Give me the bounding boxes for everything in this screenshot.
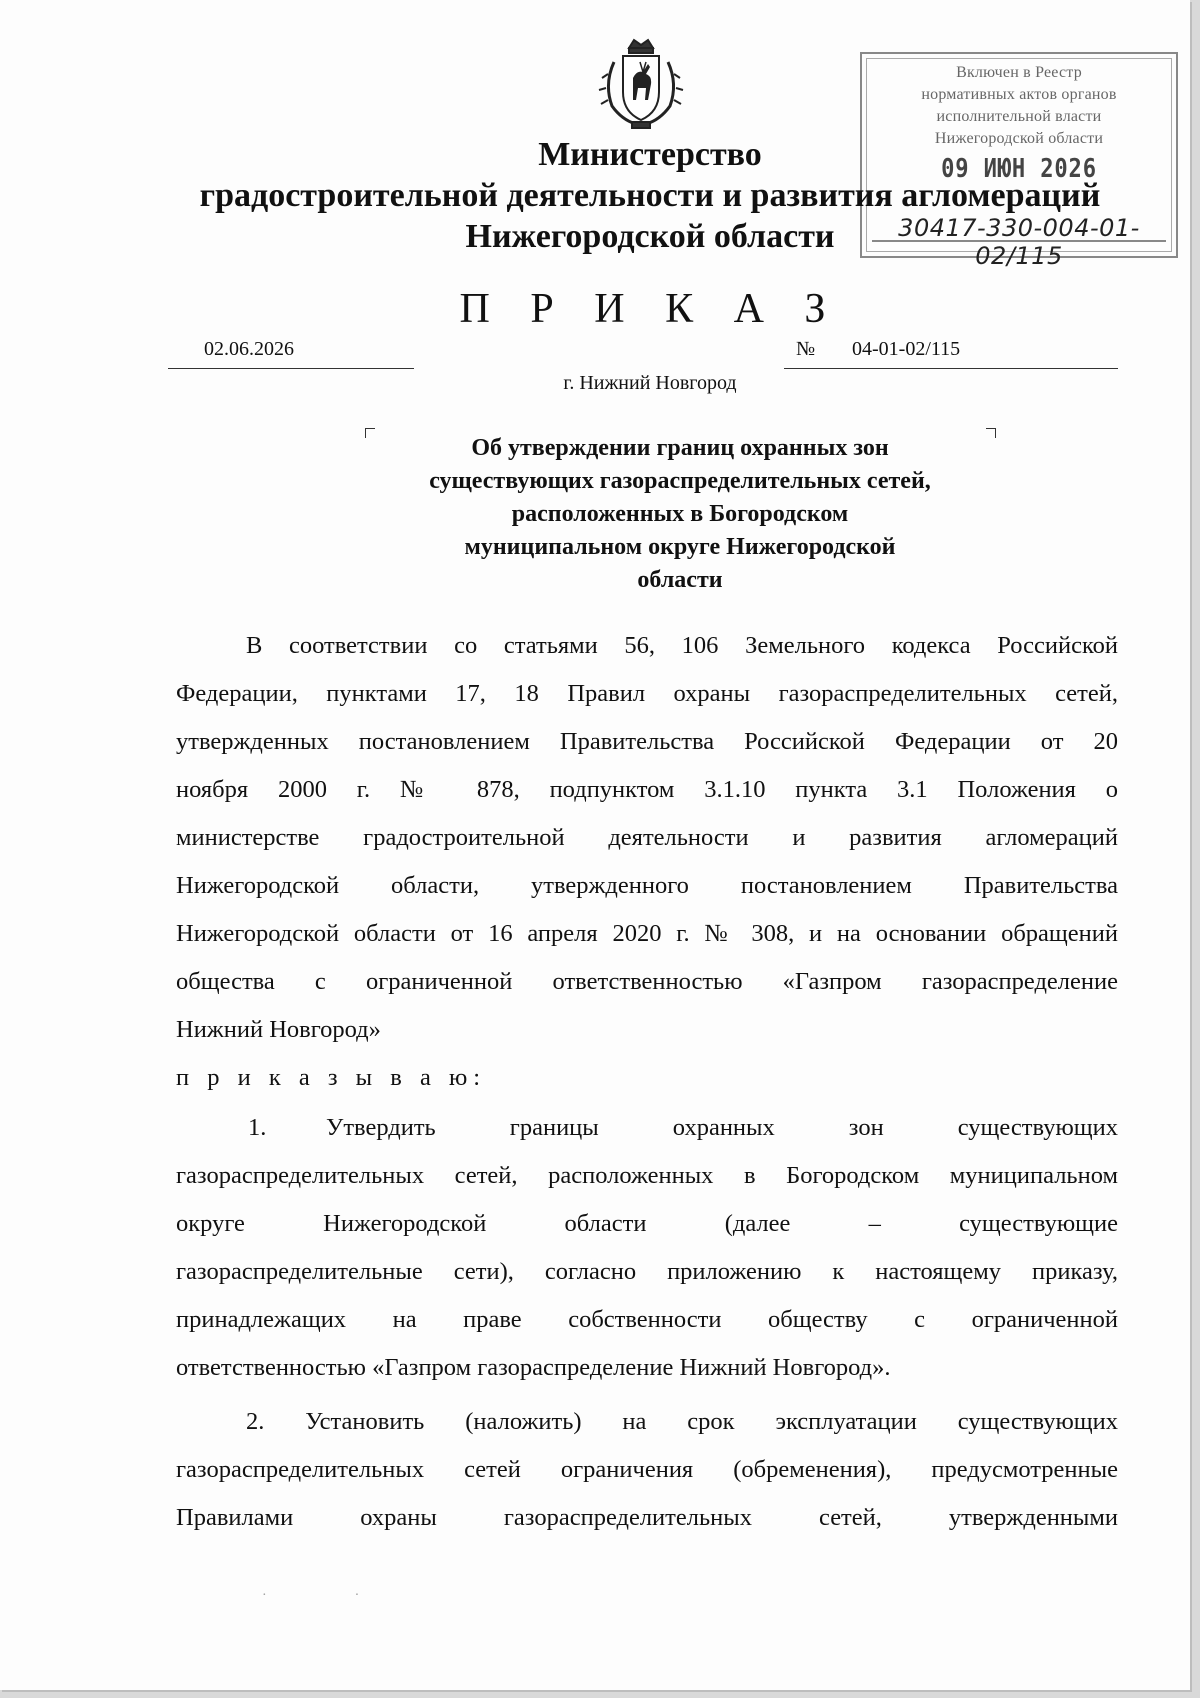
item-1-line: ответственностью «Газпром газораспределение Нижний Новгород». <box>176 1354 891 1381</box>
order-number: 04-01-02/115 <box>852 338 961 360</box>
city: г. Нижний Новгород <box>563 372 737 394</box>
item-2-line: Правилами охраны газораспределительных сетей, утвержденными <box>176 1504 1118 1531</box>
item-1-line: округе Нижегородской области (далее – существующие <box>176 1210 1118 1237</box>
ministry-line: градостроительной деятельности и развития агломераций <box>199 177 1101 214</box>
stamp-line: Нижегородской области <box>934 130 1104 147</box>
order-date-field <box>168 336 414 369</box>
stamp-registration-number: 30417-330-004-01-02/115 <box>898 214 1140 270</box>
ministry-line: Министерство <box>538 136 762 173</box>
subject-line: муниципальном округе Нижегородской <box>464 534 896 560</box>
preamble-line: Нижний Новгород» <box>176 1016 381 1043</box>
preamble-line: В соответствии со статьями 56, 106 Земельного кодекса Российской <box>246 632 1118 659</box>
order-subject <box>365 432 995 597</box>
item-1-line: газораспределительных сетей, расположенных в Богородском муниципальном <box>176 1162 1118 1189</box>
stamp-line: исполнительной власти <box>936 108 1102 125</box>
order-number-field <box>784 336 1118 369</box>
coat-of-arms-emblem <box>596 34 686 132</box>
preamble-line: ноября 2000 г. № 878, подпунктом 3.1.10 пункта 3.1 Положения о <box>176 776 1118 803</box>
subject-line: области <box>637 567 723 593</box>
preamble-line: общества с ограниченной ответственностью «Газпром газораспределение <box>176 968 1118 995</box>
stamp-line: нормативных актов органов <box>921 86 1117 103</box>
ministry-title <box>150 134 1150 257</box>
subject-line: Об утверждении границ охранных зон <box>471 435 889 461</box>
document-type: П Р И К А З <box>459 286 841 332</box>
preamble-line: министерстве градостроительной деятельности и развития агломераций <box>176 824 1118 851</box>
item-1-number: 1. <box>248 1114 267 1141</box>
order-directive: п р и к а з ы в а ю: <box>176 1064 487 1091</box>
item-2-first-line: 2. Установить (наложить) на срок эксплуатации существующих <box>246 1408 1118 1435</box>
order-date: 02.06.2026 <box>204 338 294 360</box>
item-2-line: газораспределительных сетей ограничения (обременения), предусмотренные <box>176 1456 1118 1483</box>
preamble-line: утвержденных постановлением Правительства Российской Федерации от 20 <box>176 728 1118 755</box>
item-1-text: Утвердить границы охранных зон существующих <box>326 1114 1118 1141</box>
number-sign: № <box>796 338 816 360</box>
stamp-date: 09 ИЮН 2026 <box>941 154 1097 184</box>
preamble-line: Федерации, пунктами 17, 18 Правил охраны газораспределительных сетей, <box>176 680 1118 707</box>
subject-line: расположенных в Богородском <box>511 501 849 527</box>
ministry-line: Нижегородской области <box>465 218 835 255</box>
preamble-line: Нижегородской области, утвержденного постановлением Правительства <box>176 872 1118 899</box>
item-1-line: принадлежащих на праве собственности обществу с ограниченной <box>176 1306 1118 1333</box>
stamp-line: Включен в Реестр <box>956 64 1082 81</box>
preamble-line: Нижегородской области от 16 апреля 2020 г. № 308, и на основании обращений <box>176 920 1118 947</box>
scan-specks: ·· <box>262 1588 448 1603</box>
subject-line: существующих газораспределительных сетей, <box>429 468 931 494</box>
item-1-line: газораспределительные сети), согласно приложению к настоящему приказу, <box>176 1258 1118 1285</box>
